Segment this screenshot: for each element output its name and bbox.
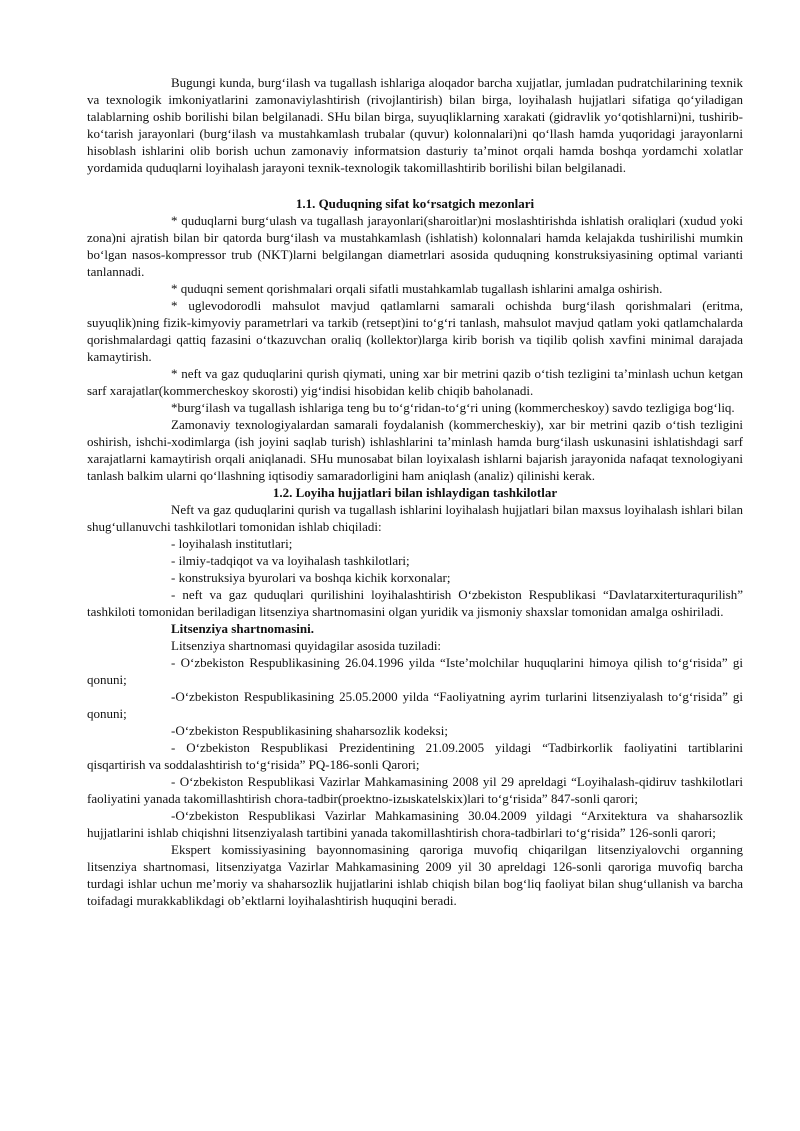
criteria-paragraph: * quduqni sement qorishmalari orqali sifatli mustahkamlab tugallash ishlarini amalga oshirish. xyxy=(171,281,663,296)
section-heading-quality-criteria: 1.1. Quduqning sifat ko‘rsatgich mezonlari xyxy=(295,196,535,211)
organization-list-item: - neft va gaz quduqlari qurilishini loyihalashtirish O‘zbekiston Respublikasi “Davlatarxiterturaqurilish” tashkiloti tomonidan beriladigan litsenziya shartnomasini olgan yuridik va jismoniy shaxslar tomonidan amalga oshiriladi. xyxy=(87,587,743,619)
criteria-paragraph: * neft va gaz quduqlarini qurish qiymati, uning xar bir metrini qazib o‘tish tezligini ta’minlash uchun ketgan sarf xarajatlar(kommercheskoy skorosti) yig‘indisi hisobidan kelib chiqib baholanadi. xyxy=(87,366,743,398)
organization-list-item: - ilmiy-tadqiqot va va loyihalash tashkilotlari; xyxy=(171,553,410,568)
license-basis-item: - O‘zbekiston Respublikasi Vazirlar Mahkamasining 2008 yil 29 apreldagi “Loyihalash-qidiruv tashkilotlari faoliyatini yanada takomillashtirish chora-tadbir(proektno-izыskatelskix)lari to‘g‘risida” 847-sonli qarori; xyxy=(87,774,743,806)
organizations-intro-paragraph: Neft va gaz quduqlarini qurish va tugallash ishlarini loyihalash hujjatlari bilan maxsus loyihalash ishlari bilan shug‘ullanuvchi tashkilotlari tomonidan ishlab chiqiladi: xyxy=(87,502,743,534)
closing-paragraph: Ekspert komissiyasining bayonnomasining qaroriga muvofiq chiqarilgan litsenziyalovchi organning litsenziya shartnomasi, litsenziyatga Vazirlar Mahkamasining 2009 yil 30 apreldagi 126-sonli qaroriga muvofiq barcha turdagi ishlar uchun me’moriy va shaharsozlik hujjatlarini ishlab chiqish bilan bog‘liq faoliyat bilan shug‘ullanish va barcha toifadagi murakkablikdagi ob’ektlarni loyihalashtirish huquqini beradi. xyxy=(87,842,743,908)
organization-list-item: - loyihalash institutlari; xyxy=(171,536,293,551)
criteria-paragraph: Zamonaviy texnologiyalardan samarali foydalanish (kommercheskiy), xar bir metrini qazib o‘tish tezligini oshirish, ishchi-xodimlarga (ish joyini saqlab turish) ishlashlarini ta’minlash hamda burg‘ilash uskunasini ishlatishdagi sarf xarajatlarni kamaytirish orqali aniqlanadi. SHu munosabat bilan loyixalash ishlarni bajarish jarayonida nafaqat texnologiyani tanlash balkim ularni qo‘llashning iqtisodiy samaradorligini ham aniqlash (analiz) qilinishi kerak. xyxy=(87,417,743,483)
license-basis-item: - O‘zbekiston Respublikasining 26.04.1996 yilda “Iste’molchilar huquqlarini himoya qilish to‘g‘risida” gi qonuni; xyxy=(87,655,743,687)
license-basis-item: -O‘zbekiston Respublikasining 25.05.2000 yilda “Faoliyatning ayrim turlarini litsenziyalash to‘g‘risida” gi qonuni; xyxy=(87,689,743,721)
organization-list-item: - konstruksiya byurolari va boshqa kichik korxonalar; xyxy=(171,570,451,585)
intro-paragraph: Bugungi kunda, burg‘ilash va tugallash ishlariga aloqador barcha xujjatlar, jumladan pudratchilarining texnik va texnologik imkoniyatlarini zamonaviylashtirish (rivojlantirish) bilan birga, loyihalash hujjatlari sifatiga qo‘yiladigan talablarning oshib borilishi bilan belgilanadi. SHu bilan birga, suyuqliklarning xarakati (gidravlik yo‘qotishlarni)ni, tushirib-ko‘tarish jarayonlari (burg‘ilash va mustahkamlash trubalar (quvur) kolonnalari)ni qo‘llash hamda yuqoridagi jarayonlarni hisoblash ishlarini olib borish uchun zamonaviy informatsion dasturiy ta’minot orqali hamda boshqa yordamchi xolatlar yordamida quduqlarni loyihalash jarayoni texnik-texnologik takomillashtirib borilishi bilan belgilanadi. xyxy=(87,75,743,175)
section-heading-organizations: 1.2. Loyiha hujjatlari bilan ishlaydigan tashkilotlar xyxy=(272,485,558,500)
document-body xyxy=(87,74,743,909)
license-basis-item: -O‘zbekiston Respublikasining shaharsozlik kodeksi; xyxy=(171,723,448,738)
criteria-paragraph: * uglevodorodli mahsulot mavjud qatlamlarni samarali ochishda burg‘ilash qorishmalari (eritma, suyuqlik)ning fizik-kimyoviy parametrlari va tarkib (retsept)ini to‘g‘ri tanlash, mahsulot mavjud qatlam yoki qatlamchalarda qorishmalardagi qattiq fazasini o‘tkazuvchan oraliq (kollektor)larga kirib borish va tiqilib qolish xavfini minimal darajada kamaytirish. xyxy=(87,298,743,364)
license-basis-item: -O‘zbekiston Respublikasi Vazirlar Mahkamasining 30.04.2009 yildagi “Arxitektura va shaharsozlik hujjatlarini ishlab chiqishni litsenziyalash tartibini yanada takomillashtirish chora-tadbirlari to‘g‘risida” 126-sonli qarori; xyxy=(87,808,743,840)
license-intro-paragraph: Litsenziya shartnomasi quyidagilar asosida tuziladi: xyxy=(171,638,442,653)
license-subheading: Litsenziya shartnomasini. xyxy=(171,621,315,636)
criteria-paragraph: * quduqlarni burg‘ulash va tugallash jarayonlari(sharoitlar)ni moslashtirishda ishlatish oraliqlari (xudud yoki zona)ni ajratish bilan bir qatorda burg‘ilash va mustahkamlash (ishlatish) kolonnalari hamda kelajakda tushirilishi mumkin bo‘lgan nasos-kompressor trub (NKT)larni belgilangan diametrlari asosida quduqning konstruksiyasining optimal varianti tanlannadi. xyxy=(87,213,743,279)
criteria-paragraph: *burg‘ilash va tugallash ishlariga teng bu to‘g‘ridan-to‘g‘ri uning (kommercheskoy) savdo tezligiga bog‘liq. xyxy=(171,400,735,415)
license-basis-item: - O‘zbekiston Respublikasi Prezidentining 21.09.2005 yildagi “Tadbirkorlik faoliyatini tartiblarini qisqartirish va soddalashtirish to‘g‘risida” PQ-186-sonli Qarori; xyxy=(87,740,743,772)
